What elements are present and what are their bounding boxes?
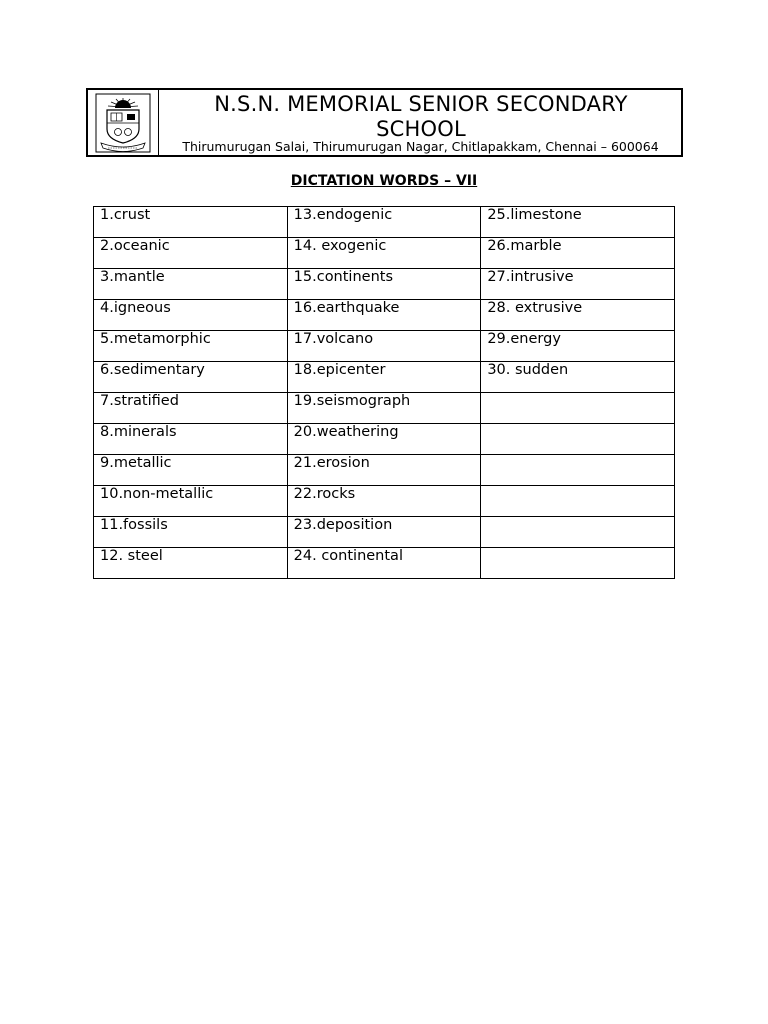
table-row	[94, 393, 675, 424]
school-name: N.S.N. MEMORIAL SENIOR SECONDARY SCHOOL	[214, 92, 628, 141]
word-text: 15.continents	[293, 269, 394, 285]
word-text: 11.fossils	[100, 517, 168, 533]
word-text: 29.energy	[487, 331, 561, 347]
word-text: 7.stratified	[100, 393, 179, 409]
table-row	[94, 424, 675, 455]
table-row	[94, 517, 675, 548]
word-cell	[287, 331, 481, 362]
word-text: 9.metallic	[100, 455, 172, 471]
word-cell	[287, 238, 481, 269]
word-text: 1.crust	[100, 207, 151, 223]
word-text: 30. sudden	[487, 362, 569, 378]
word-text: 2.oceanic	[100, 238, 170, 254]
word-text: 18.epicenter	[293, 362, 386, 378]
word-cell	[94, 362, 288, 393]
word-cell	[481, 486, 675, 517]
table-row	[94, 486, 675, 517]
table-row	[94, 455, 675, 486]
word-cell	[94, 238, 288, 269]
table-row	[94, 362, 675, 393]
word-cell	[94, 269, 288, 300]
word-cell	[94, 486, 288, 517]
word-cell	[94, 331, 288, 362]
word-text: 28. extrusive	[487, 300, 583, 316]
word-cell	[94, 517, 288, 548]
word-text: 17.volcano	[293, 331, 374, 347]
table-row	[94, 331, 675, 362]
word-cell	[287, 269, 481, 300]
school-header	[86, 88, 683, 157]
word-text: 12. steel	[100, 548, 163, 564]
word-cell	[481, 207, 675, 238]
word-cell	[481, 269, 675, 300]
word-cell	[94, 300, 288, 331]
word-cell	[94, 455, 288, 486]
word-cell	[287, 517, 481, 548]
word-cell	[481, 362, 675, 393]
table-row	[94, 207, 675, 238]
word-text: 3.mantle	[100, 269, 165, 285]
word-text: 16.earthquake	[293, 300, 400, 316]
word-cell	[94, 207, 288, 238]
word-cell	[481, 300, 675, 331]
word-cell	[481, 331, 675, 362]
word-cell	[287, 393, 481, 424]
school-crest-icon	[94, 93, 152, 153]
word-text: 14. exogenic	[293, 238, 387, 254]
word-text: 20.weathering	[293, 424, 399, 440]
word-text: 4.igneous	[100, 300, 171, 316]
word-cell	[287, 455, 481, 486]
page-title: DICTATION WORDS – VII	[290, 173, 478, 189]
word-text: 23.deposition	[293, 517, 393, 533]
word-text: 5.metamorphic	[100, 331, 211, 347]
dictation-words-table	[93, 206, 675, 579]
word-text: 26.marble	[487, 238, 562, 254]
word-text: 27.intrusive	[487, 269, 574, 285]
word-text: 6.sedimentary	[100, 362, 205, 378]
word-cell	[481, 393, 675, 424]
school-address: Thirumurugan Salai, Thirumurugan Nagar, Chitlapakkam, Chennai – 600064	[182, 139, 659, 154]
table-row	[94, 300, 675, 331]
word-cell	[287, 207, 481, 238]
word-cell	[481, 517, 675, 548]
word-text: 8.minerals	[100, 424, 177, 440]
word-text: 24. continental	[293, 548, 403, 564]
word-text: 10.non-metallic	[100, 486, 214, 502]
word-cell	[94, 548, 288, 579]
word-cell	[287, 486, 481, 517]
table-row	[94, 269, 675, 300]
word-text: 21.erosion	[293, 455, 370, 471]
word-cell	[287, 548, 481, 579]
school-logo	[88, 90, 159, 155]
word-cell	[287, 424, 481, 455]
word-cell	[287, 362, 481, 393]
word-cell	[94, 424, 288, 455]
word-cell	[287, 300, 481, 331]
word-text: 19.seismograph	[293, 393, 411, 409]
word-cell	[94, 393, 288, 424]
table-row	[94, 238, 675, 269]
table-row	[94, 548, 675, 579]
word-cell	[481, 238, 675, 269]
word-cell	[481, 424, 675, 455]
word-text: 22.rocks	[293, 486, 356, 502]
word-text: 25.limestone	[487, 207, 582, 223]
word-cell	[481, 455, 675, 486]
word-cell	[481, 548, 675, 579]
word-text: 13.endogenic	[293, 207, 393, 223]
